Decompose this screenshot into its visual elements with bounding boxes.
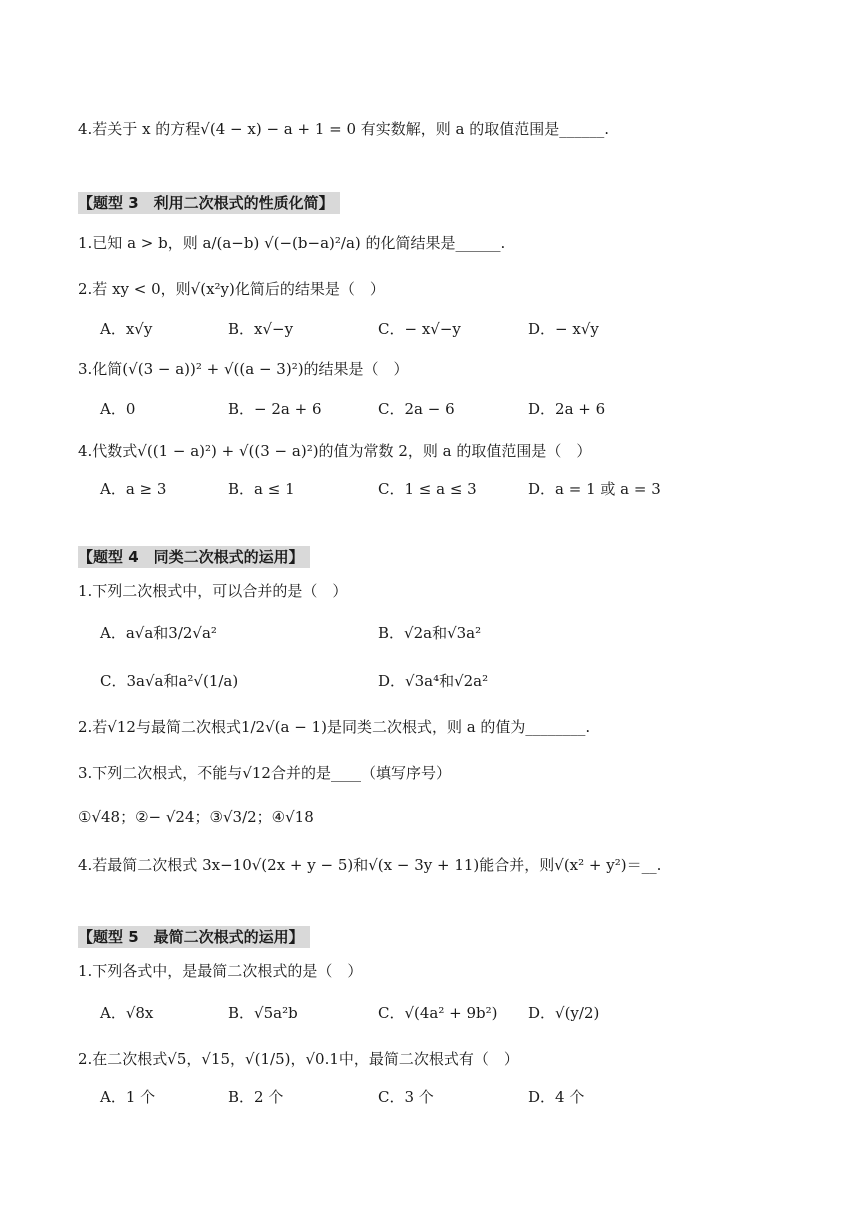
option-b: B．− 2a + 6: [228, 400, 322, 418]
question-text: 1.下列二次根式中，可以合并的是（ ）: [78, 582, 348, 600]
option-b: B．x√−y: [228, 320, 294, 338]
question-text: 3.下列二次根式，不能与√12合并的是____（填写序号）: [78, 764, 451, 782]
option-c: C．3a√a和a²√(1/a): [100, 672, 239, 690]
section-header: 【题型 5 最简二次根式的运用】: [78, 926, 310, 948]
question-text: 1.已知 a > b，则 a/(a−b) √(−(b−a)²/a) 的化简结果是______.: [78, 234, 506, 252]
option-c: C．1 ≤ a ≤ 3: [378, 480, 477, 498]
option-a: A．√8x: [100, 1004, 154, 1022]
option-a: A．a√a和3/2√a²: [100, 624, 217, 642]
question-text: 3.化简(√(3 − a))² + √((a − 3)²)的结果是（ ）: [78, 360, 409, 378]
option-c: C．− x√−y: [378, 320, 461, 338]
question-text: 4.若最简二次根式 3x−10√(2x + y − 5)和√(x − 3y + 11)能合并，则√(x² + y²)＝__.: [78, 856, 662, 874]
question-text: 2.若√12与最简二次根式1/2√(a − 1)是同类二次根式，则 a 的值为________.: [78, 718, 591, 736]
question-text: ①√48；②− √24；③√3/2；④√18: [78, 808, 314, 826]
option-a: A．x√y: [100, 320, 153, 338]
question-text: 4.若关于 x 的方程√(4 − x) − a + 1 = 0 有实数解，则 a 的取值范围是______.: [78, 120, 610, 138]
section-header: 【题型 4 同类二次根式的运用】: [78, 546, 310, 568]
option-a: A．1 个: [100, 1088, 156, 1106]
section-header: 【题型 3 利用二次根式的性质化简】: [78, 192, 340, 214]
option-b: B．2 个: [228, 1088, 284, 1106]
option-c: C．3 个: [378, 1088, 434, 1106]
option-a: A．0: [100, 400, 136, 418]
option-d: D．√3a⁴和√2a²: [378, 672, 489, 690]
option-c: C．√(4a² + 9b²): [378, 1004, 498, 1022]
question-text: 1.下列各式中，是最简二次根式的是（ ）: [78, 962, 363, 980]
option-d: D．4 个: [528, 1088, 585, 1106]
option-d: D．− x√y: [528, 320, 599, 338]
question-text: 2.若 xy < 0，则√(x²y)化简后的结果是（ ）: [78, 280, 385, 298]
option-b: B．a ≤ 1: [228, 480, 295, 498]
option-c: C．2a − 6: [378, 400, 455, 418]
question-text: 2.在二次根式√5，√15，√(1/5)，√0.1中，最简二次根式有（ ）: [78, 1050, 519, 1068]
option-d: D．2a + 6: [528, 400, 606, 418]
option-a: A．a ≥ 3: [100, 480, 167, 498]
option-b: B．√5a²b: [228, 1004, 298, 1022]
option-d: D．√(y/2): [528, 1004, 600, 1022]
option-d: D．a = 1 或 a = 3: [528, 480, 661, 498]
option-b: B．√2a和√3a²: [378, 624, 482, 642]
question-text: 4.代数式√((1 − a)²) + √((3 − a)²)的值为常数 2，则 a 的取值范围是（ ）: [78, 442, 592, 460]
